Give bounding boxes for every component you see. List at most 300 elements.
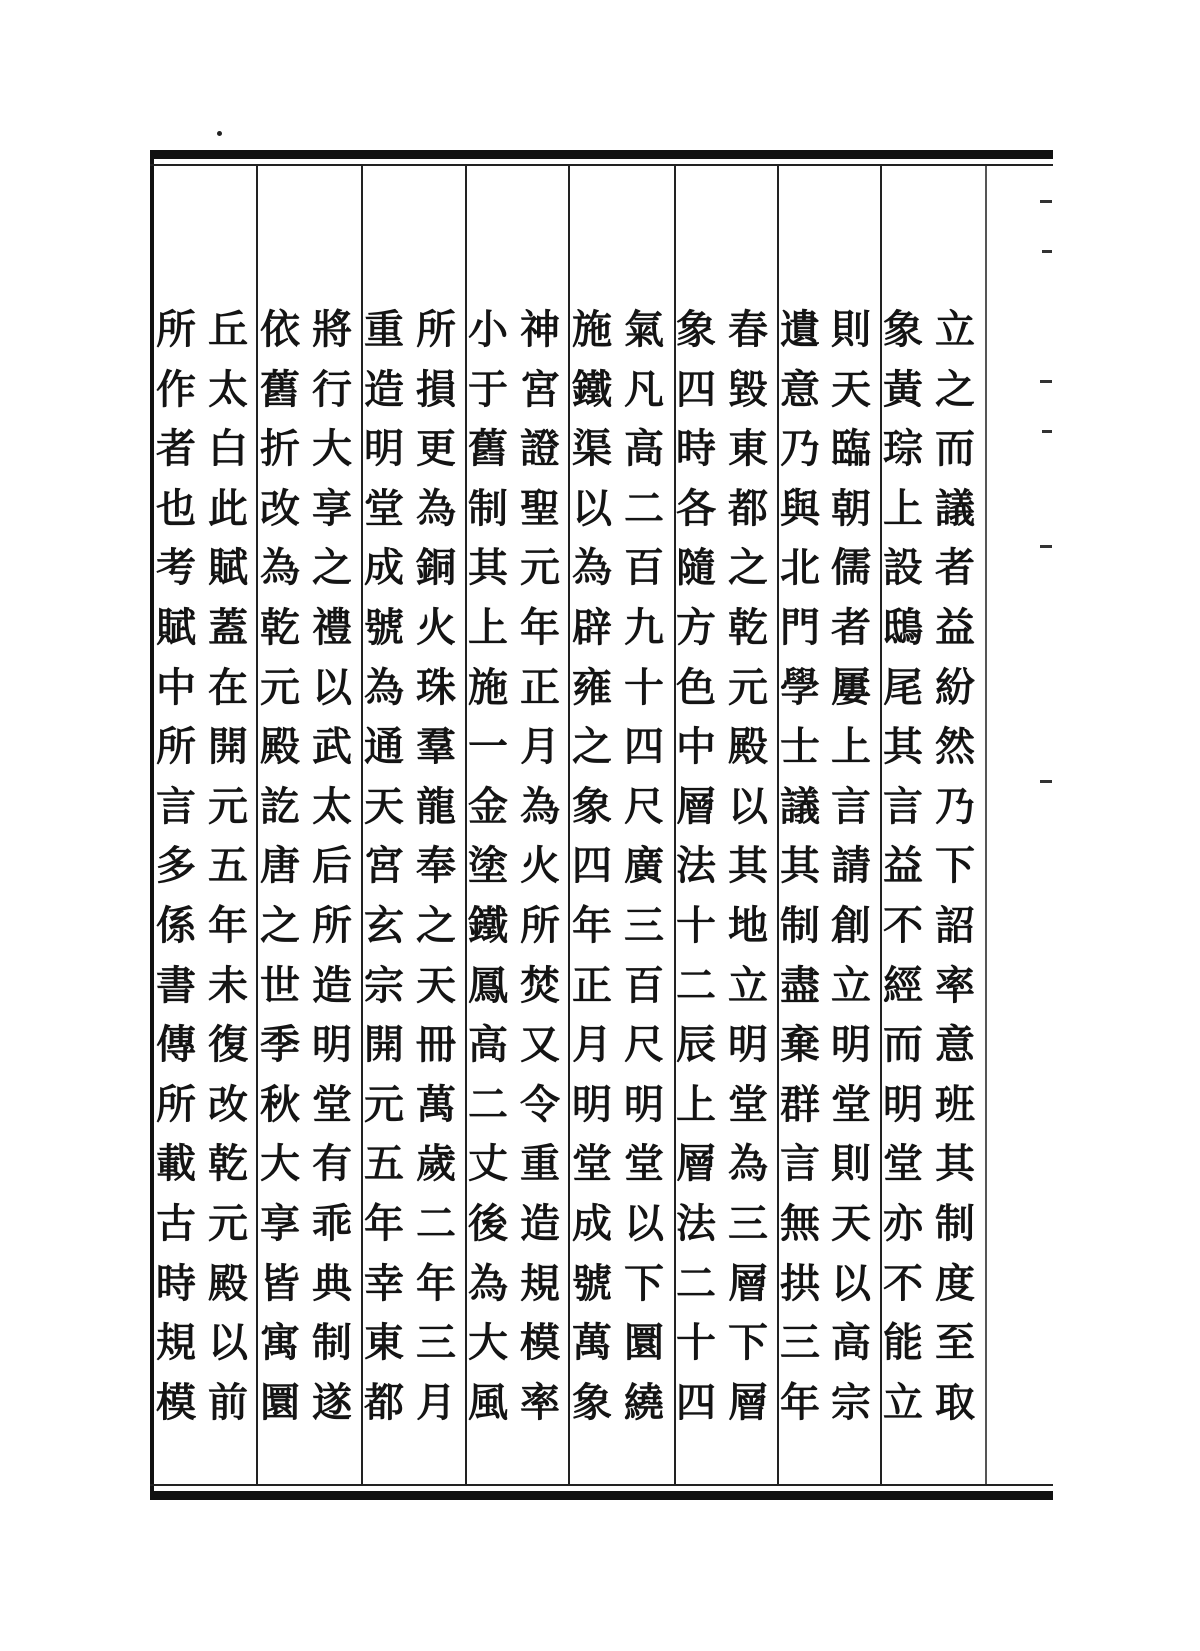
- character: 歲: [416, 1140, 456, 1188]
- column-rule: [985, 166, 987, 1484]
- character: 將: [312, 306, 352, 353]
- character: 者: [935, 544, 975, 592]
- edge-mark: [1042, 250, 1052, 253]
- character: 與: [780, 484, 820, 532]
- character: 其: [935, 1140, 975, 1188]
- character: 造: [312, 961, 352, 1009]
- character: 明: [728, 1021, 768, 1069]
- character: 賦: [208, 544, 248, 592]
- character: 宮: [520, 365, 560, 413]
- character: 為: [416, 484, 456, 532]
- character: 塗: [468, 842, 508, 890]
- character: 之: [728, 544, 768, 592]
- character: 制: [312, 1319, 352, 1367]
- character: 盡: [780, 961, 820, 1009]
- character: 堂: [624, 1140, 664, 1188]
- character: 不: [883, 901, 923, 949]
- character: 正: [520, 663, 560, 711]
- text-column-4: [772, 300, 828, 1432]
- character: 益: [935, 603, 975, 651]
- character: 火: [520, 842, 560, 890]
- character: 又: [520, 1021, 560, 1069]
- character: 則: [831, 306, 871, 353]
- character: 丈: [468, 1140, 508, 1188]
- character: 尺: [624, 782, 664, 830]
- text-column-2: [875, 300, 931, 1432]
- character: 太: [208, 365, 248, 413]
- character: 折: [260, 425, 300, 473]
- character: 玄: [364, 901, 404, 949]
- character: 門: [780, 603, 820, 651]
- character: 東: [728, 425, 768, 473]
- character: 紛: [935, 663, 975, 711]
- character: 堂: [831, 1080, 871, 1128]
- character: 年: [520, 603, 560, 651]
- character: 下: [728, 1319, 768, 1367]
- character: 凡: [624, 365, 664, 413]
- text-column-3: [823, 300, 879, 1432]
- text-column-16: [148, 300, 204, 1432]
- character: 復: [208, 1021, 248, 1069]
- character: 二: [624, 484, 664, 532]
- character: 施: [468, 663, 508, 711]
- character: 年: [364, 1199, 404, 1247]
- character: 度: [935, 1259, 975, 1307]
- character: 更: [416, 425, 456, 473]
- character: 時: [156, 1259, 196, 1307]
- character: 春: [728, 306, 768, 353]
- character: 有: [312, 1140, 352, 1188]
- text-column-8: [564, 300, 620, 1432]
- character: 二: [416, 1199, 456, 1247]
- character: 焚: [520, 961, 560, 1009]
- character: 者: [831, 603, 871, 651]
- character: 意: [780, 365, 820, 413]
- character: 賦: [156, 603, 196, 651]
- character: 鐵: [468, 901, 508, 949]
- character: 下: [624, 1259, 664, 1307]
- character: 群: [780, 1080, 820, 1128]
- character: 能: [883, 1319, 923, 1367]
- character: 亦: [883, 1199, 923, 1247]
- character: 之: [416, 901, 456, 949]
- character: 言: [156, 782, 196, 830]
- character: 百: [624, 544, 664, 592]
- character: 上: [468, 603, 508, 651]
- character: 毀: [728, 365, 768, 413]
- character: 班: [935, 1080, 975, 1128]
- character: 益: [883, 842, 923, 890]
- character: 禮: [312, 603, 352, 651]
- character: 三: [624, 901, 664, 949]
- character: 設: [883, 544, 923, 592]
- character: 層: [676, 1140, 716, 1188]
- character: 堂: [728, 1080, 768, 1128]
- character: 元: [364, 1080, 404, 1128]
- character: 四: [624, 723, 664, 771]
- character: 于: [468, 365, 508, 413]
- character: 元: [208, 1199, 248, 1247]
- character: 時: [676, 425, 716, 473]
- character: 隨: [676, 544, 716, 592]
- character: 奉: [416, 842, 456, 890]
- character: 各: [676, 484, 716, 532]
- character: 其: [468, 544, 508, 592]
- character: 制: [468, 484, 508, 532]
- character: 龍: [416, 782, 456, 830]
- character: 四: [676, 365, 716, 413]
- character: 大: [312, 425, 352, 473]
- character: 二: [468, 1080, 508, 1128]
- character: 臨: [831, 425, 871, 473]
- character: 舊: [468, 425, 508, 473]
- character: 士: [780, 723, 820, 771]
- character: 乾: [728, 603, 768, 651]
- character: 殿: [728, 723, 768, 771]
- character: 所: [520, 901, 560, 949]
- character: 鴟: [883, 603, 923, 651]
- character: 學: [780, 663, 820, 711]
- edge-mark: [1040, 200, 1052, 203]
- character: 上: [831, 723, 871, 771]
- character: 然: [935, 723, 975, 771]
- character: 上: [676, 1080, 716, 1128]
- character: 明: [883, 1080, 923, 1128]
- text-column-12: [356, 300, 412, 1432]
- character: 珠: [416, 663, 456, 711]
- character: 廣: [624, 842, 664, 890]
- character: 象: [883, 306, 923, 353]
- character: 取: [935, 1378, 975, 1426]
- character: 所: [416, 306, 456, 353]
- character: 蓋: [208, 603, 248, 651]
- character: 議: [935, 484, 975, 532]
- character: 乃: [935, 782, 975, 830]
- character: 前: [208, 1378, 248, 1426]
- character: 傳: [156, 1021, 196, 1069]
- character: 未: [208, 961, 248, 1009]
- character: 載: [156, 1140, 196, 1188]
- character: 法: [676, 1199, 716, 1247]
- character: 率: [935, 961, 975, 1009]
- character: 不: [883, 1259, 923, 1307]
- text-column-7: [616, 300, 672, 1432]
- character: 金: [468, 782, 508, 830]
- character: 大: [260, 1140, 300, 1188]
- character: 宗: [364, 961, 404, 1009]
- character: 行: [312, 365, 352, 413]
- character: 以: [572, 484, 612, 532]
- character: 三: [416, 1319, 456, 1367]
- character: 幸: [364, 1259, 404, 1307]
- character: 證: [520, 425, 560, 473]
- character: 書: [156, 961, 196, 1009]
- character: 而: [935, 425, 975, 473]
- character: 考: [156, 544, 196, 592]
- character: 年: [780, 1378, 820, 1426]
- character: 請: [831, 842, 871, 890]
- character: 損: [416, 365, 456, 413]
- edge-mark: [1042, 430, 1052, 433]
- character: 琮: [883, 425, 923, 473]
- character: 施: [572, 306, 612, 353]
- character: 聖: [520, 484, 560, 532]
- character: 宮: [364, 842, 404, 890]
- text-column-15: [200, 300, 256, 1432]
- text-column-14: [252, 300, 308, 1432]
- character: 天: [831, 1199, 871, 1247]
- character: 成: [572, 1199, 612, 1247]
- character: 高: [468, 1021, 508, 1069]
- text-column-11: [408, 300, 464, 1432]
- character: 五: [364, 1140, 404, 1188]
- character: 北: [780, 544, 820, 592]
- character: 訖: [260, 782, 300, 830]
- frame-inner-top-rule: [150, 164, 1053, 166]
- character: 棄: [780, 1021, 820, 1069]
- frame-inner-bottom-rule: [150, 1484, 1053, 1486]
- character: 規: [520, 1259, 560, 1307]
- character: 十: [676, 1319, 716, 1367]
- character: 此: [208, 484, 248, 532]
- character: 堂: [883, 1140, 923, 1188]
- character: 月: [520, 723, 560, 771]
- character: 制: [935, 1199, 975, 1247]
- character: 年: [572, 901, 612, 949]
- character: 典: [312, 1259, 352, 1307]
- character: 為: [260, 544, 300, 592]
- character: 四: [676, 1378, 716, 1426]
- text-column-5: [720, 300, 776, 1432]
- character: 都: [364, 1378, 404, 1426]
- character: 皆: [260, 1259, 300, 1307]
- ink-speck: [217, 131, 222, 136]
- text-column-10: [460, 300, 516, 1432]
- character: 九: [624, 603, 664, 651]
- character: 冊: [416, 1021, 456, 1069]
- character: 乾: [260, 603, 300, 651]
- character: 也: [156, 484, 196, 532]
- character: 無: [780, 1199, 820, 1247]
- character: 享: [312, 484, 352, 532]
- character: 所: [156, 723, 196, 771]
- character: 元: [520, 544, 560, 592]
- character: 係: [156, 901, 196, 949]
- character: 象: [572, 1378, 612, 1426]
- character: 以: [312, 663, 352, 711]
- character: 號: [572, 1259, 612, 1307]
- character: 乾: [208, 1140, 248, 1188]
- character: 高: [624, 425, 664, 473]
- character: 季: [260, 1021, 300, 1069]
- character: 所: [156, 1080, 196, 1128]
- character: 明: [624, 1080, 664, 1128]
- character: 為: [520, 782, 560, 830]
- character: 遂: [312, 1378, 352, 1426]
- character: 二: [676, 1259, 716, 1307]
- character: 堂: [312, 1080, 352, 1128]
- edge-mark: [1040, 545, 1052, 548]
- character: 宗: [831, 1378, 871, 1426]
- character: 黃: [883, 365, 923, 413]
- character: 中: [156, 663, 196, 711]
- character: 重: [520, 1140, 560, 1188]
- character: 則: [831, 1140, 871, 1188]
- character: 其: [780, 842, 820, 890]
- character: 層: [728, 1259, 768, 1307]
- character: 明: [831, 1021, 871, 1069]
- character: 以: [831, 1259, 871, 1307]
- character: 十: [676, 901, 716, 949]
- character: 渠: [572, 425, 612, 473]
- character: 以: [624, 1199, 664, 1247]
- character: 殿: [208, 1259, 248, 1307]
- character: 明: [572, 1080, 612, 1128]
- character: 秋: [260, 1080, 300, 1128]
- character: 方: [676, 603, 716, 651]
- character: 意: [935, 1021, 975, 1069]
- character: 大: [468, 1319, 508, 1367]
- text-column-9: [512, 300, 568, 1432]
- character: 中: [676, 723, 716, 771]
- character: 改: [208, 1080, 248, 1128]
- character: 元: [208, 782, 248, 830]
- character: 雍: [572, 663, 612, 711]
- character: 神: [520, 306, 560, 353]
- character: 詔: [935, 901, 975, 949]
- character: 寓: [260, 1319, 300, 1367]
- character: 象: [572, 782, 612, 830]
- character: 下: [935, 842, 975, 890]
- character: 尺: [624, 1021, 664, 1069]
- character: 鳳: [468, 961, 508, 1009]
- character: 古: [156, 1199, 196, 1247]
- character: 白: [208, 425, 248, 473]
- character: 天: [831, 365, 871, 413]
- character: 上: [883, 484, 923, 532]
- character: 風: [468, 1378, 508, 1426]
- character: 明: [364, 425, 404, 473]
- character: 銅: [416, 544, 456, 592]
- character: 以: [208, 1319, 248, 1367]
- character: 至: [935, 1319, 975, 1367]
- character: 享: [260, 1199, 300, 1247]
- character: 色: [676, 663, 716, 711]
- character: 成: [364, 544, 404, 592]
- character: 言: [883, 782, 923, 830]
- character: 其: [728, 842, 768, 890]
- character: 萬: [572, 1319, 612, 1367]
- character: 為: [572, 544, 612, 592]
- character: 號: [364, 603, 404, 651]
- character: 圜: [260, 1378, 300, 1426]
- character: 層: [728, 1378, 768, 1426]
- character: 辟: [572, 603, 612, 651]
- character: 正: [572, 961, 612, 1009]
- text-column-13: [304, 300, 360, 1432]
- character: 立: [728, 961, 768, 1009]
- character: 開: [208, 723, 248, 771]
- character: 之: [312, 544, 352, 592]
- character: 作: [156, 365, 196, 413]
- character: 通: [364, 723, 404, 771]
- character: 都: [728, 484, 768, 532]
- character: 尾: [883, 663, 923, 711]
- character: 後: [468, 1199, 508, 1247]
- character: 率: [520, 1378, 560, 1426]
- character: 在: [208, 663, 248, 711]
- character: 五: [208, 842, 248, 890]
- text-column-1: [927, 300, 983, 1432]
- character: 辰: [676, 1021, 716, 1069]
- character: 依: [260, 306, 300, 353]
- character: 之: [572, 723, 612, 771]
- character: 為: [468, 1259, 508, 1307]
- character: 所: [156, 306, 196, 353]
- edge-mark: [1040, 780, 1052, 783]
- character: 元: [728, 663, 768, 711]
- character: 令: [520, 1080, 560, 1128]
- character: 年: [416, 1259, 456, 1307]
- character: 言: [780, 1140, 820, 1188]
- character: 儒: [831, 544, 871, 592]
- character: 丘: [208, 306, 248, 353]
- character: 月: [572, 1021, 612, 1069]
- character: 火: [416, 603, 456, 651]
- character: 天: [364, 782, 404, 830]
- character: 之: [260, 901, 300, 949]
- text-column-6: [668, 300, 724, 1432]
- character: 規: [156, 1319, 196, 1367]
- character: 殿: [260, 723, 300, 771]
- character: 武: [312, 723, 352, 771]
- character: 太: [312, 782, 352, 830]
- character: 議: [780, 782, 820, 830]
- character: 重: [364, 306, 404, 353]
- character: 屢: [831, 663, 871, 711]
- character: 而: [883, 1021, 923, 1069]
- character: 創: [831, 901, 871, 949]
- character: 小: [468, 306, 508, 353]
- character: 遺: [780, 306, 820, 353]
- character: 氣: [624, 306, 664, 353]
- character: 堂: [364, 484, 404, 532]
- character: 拱: [780, 1259, 820, 1307]
- character: 模: [520, 1319, 560, 1367]
- character: 立: [883, 1378, 923, 1426]
- character: 地: [728, 901, 768, 949]
- character: 年: [208, 901, 248, 949]
- character: 一: [468, 723, 508, 771]
- character: 二: [676, 961, 716, 1009]
- character: 乖: [312, 1199, 352, 1247]
- character: 立: [831, 961, 871, 1009]
- character: 鐵: [572, 365, 612, 413]
- edge-mark: [1040, 380, 1052, 383]
- character: 經: [883, 961, 923, 1009]
- character: 明: [312, 1021, 352, 1069]
- character: 所: [312, 901, 352, 949]
- character: 朝: [831, 484, 871, 532]
- character: 高: [831, 1319, 871, 1367]
- character: 象: [676, 306, 716, 353]
- character: 者: [156, 425, 196, 473]
- character: 為: [364, 663, 404, 711]
- character: 三: [780, 1319, 820, 1367]
- character: 模: [156, 1378, 196, 1426]
- character: 多: [156, 842, 196, 890]
- character: 乃: [780, 425, 820, 473]
